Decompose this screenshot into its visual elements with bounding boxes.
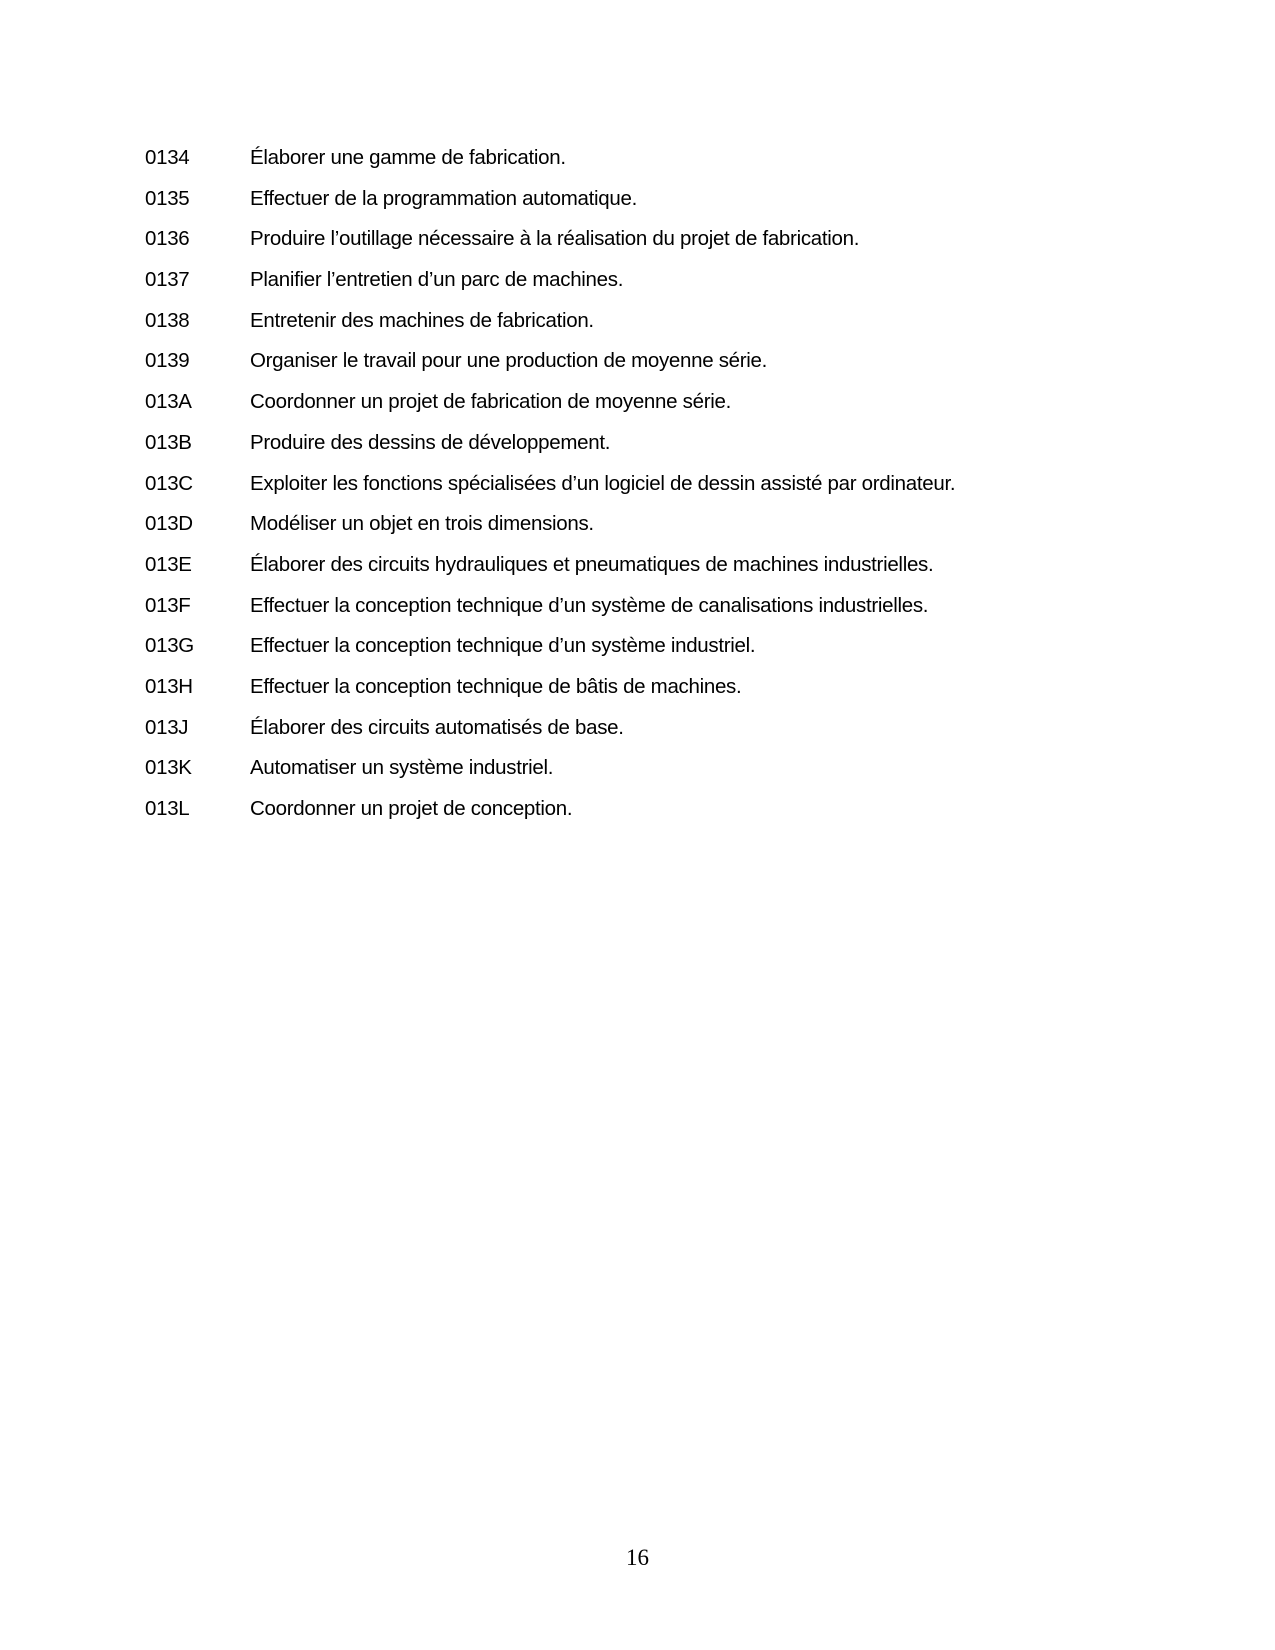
item-text: Automatiser un système industriel. bbox=[250, 756, 554, 780]
page-number: 16 bbox=[626, 1545, 649, 1570]
list-item bbox=[145, 309, 1215, 350]
item-code: 0136 bbox=[145, 227, 190, 251]
list-item bbox=[145, 187, 1215, 228]
item-code: 013H bbox=[145, 674, 193, 698]
item-code: 0139 bbox=[145, 349, 190, 373]
item-code: 0135 bbox=[145, 186, 190, 210]
item-code: 013E bbox=[145, 552, 192, 576]
item-code: 0138 bbox=[145, 308, 190, 332]
list-item bbox=[145, 634, 1215, 675]
item-code: 013A bbox=[145, 390, 192, 414]
list-item bbox=[145, 349, 1215, 390]
item-code: 0137 bbox=[145, 268, 190, 292]
item-code: 013C bbox=[145, 471, 193, 495]
item-text: Produire des dessins de développement. bbox=[250, 430, 611, 454]
item-code: 0134 bbox=[145, 146, 190, 169]
list-item bbox=[145, 553, 1215, 594]
item-code: 013J bbox=[145, 715, 189, 739]
item-code: 013K bbox=[145, 756, 192, 780]
item-code: 013D bbox=[145, 512, 193, 536]
competency-code-list bbox=[145, 146, 1215, 838]
item-code: 013G bbox=[145, 634, 194, 658]
list-item bbox=[145, 146, 1215, 187]
item-text: Planifier l’entretien d’un parc de machines. bbox=[250, 268, 624, 292]
list-item bbox=[145, 756, 1215, 797]
item-code: 013L bbox=[145, 797, 190, 820]
item-text: Exploiter les fonctions spécialisées d’un logiciel de dessin assisté par ordinateur. bbox=[250, 471, 956, 495]
item-text: Élaborer une gamme de fabrication. bbox=[250, 146, 566, 169]
item-text: Coordonner un projet de fabrication de moyenne série. bbox=[250, 390, 731, 414]
list-item bbox=[145, 797, 1215, 838]
item-text: Effectuer de la programmation automatique. bbox=[250, 186, 638, 210]
list-item bbox=[145, 431, 1215, 472]
item-text: Coordonner un projet de conception. bbox=[250, 797, 573, 820]
list-item bbox=[145, 472, 1215, 513]
item-text: Effectuer la conception technique d’un système industriel. bbox=[250, 634, 756, 658]
item-code: 013F bbox=[145, 593, 191, 617]
item-text: Effectuer la conception technique de bâtis de machines. bbox=[250, 674, 742, 698]
list-item bbox=[145, 390, 1215, 431]
item-text: Élaborer des circuits automatisés de base. bbox=[250, 715, 624, 739]
item-text: Produire l’outillage nécessaire à la réalisation du projet de fabrication. bbox=[250, 227, 860, 251]
item-text: Effectuer la conception technique d’un système de canalisations industrielles. bbox=[250, 593, 929, 617]
list-item bbox=[145, 594, 1215, 635]
item-text: Modéliser un objet en trois dimensions. bbox=[250, 512, 594, 536]
item-text: Entretenir des machines de fabrication. bbox=[250, 308, 594, 332]
item-code: 013B bbox=[145, 430, 192, 454]
list-item bbox=[145, 268, 1215, 309]
list-item bbox=[145, 675, 1215, 716]
list-item bbox=[145, 716, 1215, 757]
item-text: Organiser le travail pour une production de moyenne série. bbox=[250, 349, 768, 373]
list-item bbox=[145, 227, 1215, 268]
list-item bbox=[145, 512, 1215, 553]
item-text: Élaborer des circuits hydrauliques et pneumatiques de machines industrielles. bbox=[250, 552, 934, 576]
